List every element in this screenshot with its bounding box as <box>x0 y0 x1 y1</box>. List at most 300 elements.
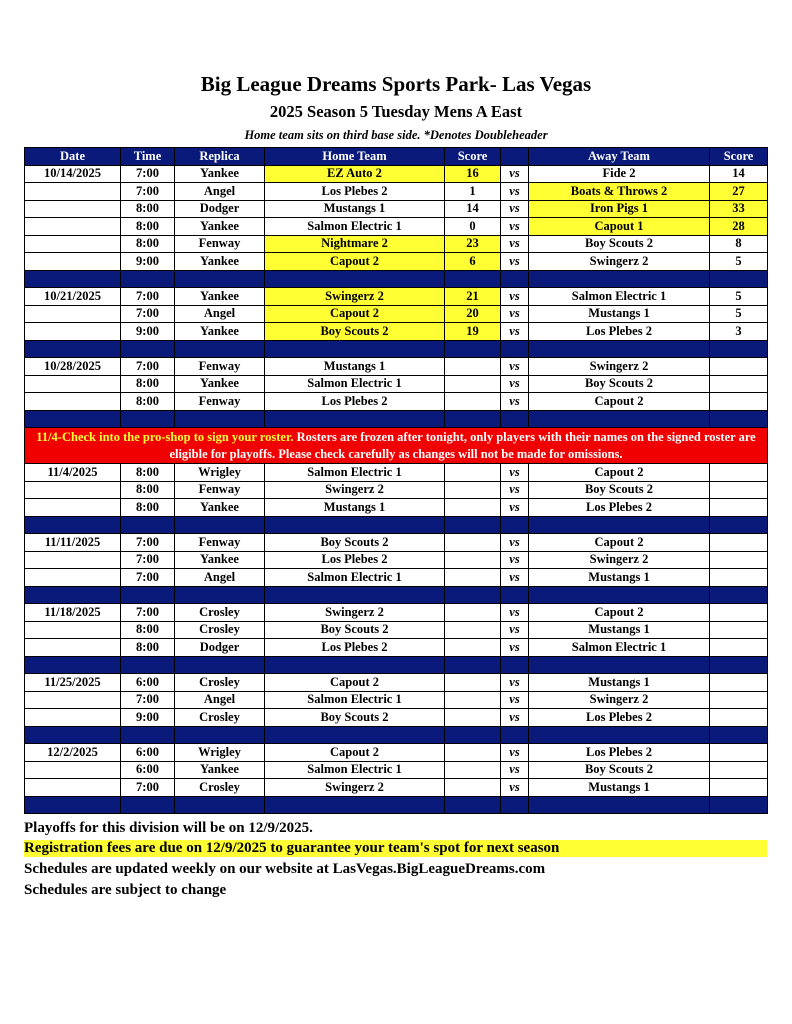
away-score: 5 <box>710 305 768 323</box>
game-date <box>25 305 121 323</box>
game-time: 8:00 <box>121 393 175 411</box>
home-score <box>445 534 501 552</box>
game-date <box>25 218 121 236</box>
away-team: Fide 2 <box>529 165 710 183</box>
separator-cell <box>501 796 529 814</box>
home-score: 20 <box>445 305 501 323</box>
separator-cell <box>25 340 121 358</box>
game-row <box>25 691 768 709</box>
vs-label: vs <box>501 464 529 482</box>
separator-cell <box>710 656 768 674</box>
home-score <box>445 499 501 517</box>
away-score <box>710 744 768 762</box>
game-replica: Crosley <box>175 674 265 692</box>
game-date <box>25 709 121 727</box>
separator-cell <box>25 270 121 288</box>
separator-cell <box>121 340 175 358</box>
game-row <box>25 481 768 499</box>
game-row <box>25 253 768 271</box>
game-time: 7:00 <box>121 358 175 376</box>
vs-label: vs <box>501 499 529 517</box>
header-away-score: Score <box>710 148 768 166</box>
separator-cell <box>710 410 768 428</box>
away-team: Capout 2 <box>529 464 710 482</box>
home-team: Swingerz 2 <box>265 604 445 622</box>
away-team: Mustangs 1 <box>529 779 710 797</box>
vs-label: vs <box>501 621 529 639</box>
game-time: 7:00 <box>121 165 175 183</box>
separator-cell <box>529 586 710 604</box>
away-score <box>710 779 768 797</box>
week-separator <box>25 270 768 288</box>
separator-cell <box>501 656 529 674</box>
away-team: Mustangs 1 <box>529 621 710 639</box>
schedule-table <box>24 147 768 814</box>
game-date <box>25 375 121 393</box>
vs-label: vs <box>501 604 529 622</box>
home-team: Mustangs 1 <box>265 358 445 376</box>
separator-cell <box>121 796 175 814</box>
header-replica: Replica <box>175 148 265 166</box>
game-time: 7:00 <box>121 183 175 201</box>
vs-label: vs <box>501 761 529 779</box>
separator-cell <box>25 796 121 814</box>
away-team: Salmon Electric 1 <box>529 639 710 657</box>
home-team: Salmon Electric 1 <box>265 569 445 587</box>
game-replica: Wrigley <box>175 744 265 762</box>
home-score <box>445 621 501 639</box>
game-replica: Yankee <box>175 253 265 271</box>
separator-cell <box>265 656 445 674</box>
separator-cell <box>265 410 445 428</box>
game-date: 11/25/2025 <box>25 674 121 692</box>
away-score: 33 <box>710 200 768 218</box>
game-date <box>25 639 121 657</box>
vs-label: vs <box>501 288 529 306</box>
vs-label: vs <box>501 235 529 253</box>
game-replica: Crosley <box>175 621 265 639</box>
home-team: Boy Scouts 2 <box>265 534 445 552</box>
vs-label: vs <box>501 779 529 797</box>
week-separator <box>25 796 768 814</box>
separator-cell <box>175 796 265 814</box>
home-score <box>445 569 501 587</box>
game-date <box>25 481 121 499</box>
game-row <box>25 358 768 376</box>
away-team: Mustangs 1 <box>529 305 710 323</box>
away-team: Swingerz 2 <box>529 551 710 569</box>
separator-cell <box>445 726 501 744</box>
separator-cell <box>121 656 175 674</box>
separator-cell <box>121 270 175 288</box>
home-score <box>445 393 501 411</box>
away-score: 8 <box>710 235 768 253</box>
home-team: Salmon Electric 1 <box>265 761 445 779</box>
website-note: Schedules are updated weekly on our website at LasVegas.BigLeagueDreams.com <box>24 861 546 877</box>
game-row <box>25 499 768 517</box>
separator-cell <box>529 656 710 674</box>
away-team: Boy Scouts 2 <box>529 375 710 393</box>
separator-cell <box>175 726 265 744</box>
separator-cell <box>175 410 265 428</box>
home-score <box>445 691 501 709</box>
header-date: Date <box>25 148 121 166</box>
vs-label: vs <box>501 358 529 376</box>
away-team: Los Plebes 2 <box>529 744 710 762</box>
week-separator <box>25 656 768 674</box>
game-date: 10/21/2025 <box>25 288 121 306</box>
separator-cell <box>710 340 768 358</box>
game-row <box>25 200 768 218</box>
home-score <box>445 779 501 797</box>
game-replica: Dodger <box>175 200 265 218</box>
game-replica: Yankee <box>175 551 265 569</box>
game-row <box>25 393 768 411</box>
away-team: Swingerz 2 <box>529 358 710 376</box>
notice-text: Rosters are frozen after tonight, only players with their names on the signed roster are eligible for playoffs. Please check carefully as changes will not be made for omissions. <box>169 429 756 461</box>
game-replica: Yankee <box>175 375 265 393</box>
game-time: 8:00 <box>121 639 175 657</box>
game-date <box>25 779 121 797</box>
away-score <box>710 551 768 569</box>
game-date <box>25 551 121 569</box>
separator-cell <box>529 270 710 288</box>
away-score <box>710 481 768 499</box>
separator-cell <box>529 340 710 358</box>
home-team: Swingerz 2 <box>265 481 445 499</box>
away-team: Iron Pigs 1 <box>529 200 710 218</box>
game-row <box>25 551 768 569</box>
separator-cell <box>529 410 710 428</box>
game-row <box>25 323 768 341</box>
game-replica: Fenway <box>175 534 265 552</box>
away-team: Swingerz 2 <box>529 691 710 709</box>
home-team: Salmon Electric 1 <box>265 691 445 709</box>
away-team: Capout 2 <box>529 393 710 411</box>
game-row <box>25 218 768 236</box>
vs-label: vs <box>501 481 529 499</box>
header-row <box>25 148 768 166</box>
vs-label: vs <box>501 674 529 692</box>
home-score <box>445 464 501 482</box>
game-row <box>25 569 768 587</box>
separator-cell <box>175 516 265 534</box>
home-score: 0 <box>445 218 501 236</box>
game-replica: Yankee <box>175 165 265 183</box>
separator-cell <box>265 270 445 288</box>
separator-cell <box>121 726 175 744</box>
separator-cell <box>265 726 445 744</box>
separator-cell <box>25 516 121 534</box>
separator-cell <box>25 726 121 744</box>
game-date: 10/14/2025 <box>25 165 121 183</box>
home-team: Capout 2 <box>265 674 445 692</box>
separator-cell <box>710 796 768 814</box>
separator-cell <box>175 340 265 358</box>
separator-cell <box>710 516 768 534</box>
home-team: Boy Scouts 2 <box>265 709 445 727</box>
separator-cell <box>501 270 529 288</box>
away-team: Capout 2 <box>529 534 710 552</box>
home-score: 21 <box>445 288 501 306</box>
game-row <box>25 709 768 727</box>
away-team: Boy Scouts 2 <box>529 481 710 499</box>
home-team: Mustangs 1 <box>265 499 445 517</box>
game-row <box>25 534 768 552</box>
game-replica: Angel <box>175 183 265 201</box>
home-score <box>445 744 501 762</box>
game-replica: Yankee <box>175 761 265 779</box>
game-replica: Angel <box>175 691 265 709</box>
away-team: Los Plebes 2 <box>529 709 710 727</box>
game-time: 8:00 <box>121 235 175 253</box>
away-score: 14 <box>710 165 768 183</box>
week-separator <box>25 516 768 534</box>
separator-cell <box>529 796 710 814</box>
separator-cell <box>445 270 501 288</box>
separator-cell <box>710 726 768 744</box>
game-time: 8:00 <box>121 464 175 482</box>
game-date: 11/11/2025 <box>25 534 121 552</box>
vs-label: vs <box>501 534 529 552</box>
separator-cell <box>501 516 529 534</box>
separator-cell <box>265 796 445 814</box>
game-time: 9:00 <box>121 709 175 727</box>
subject-note: Schedules are subject to change <box>24 882 227 898</box>
game-row <box>25 744 768 762</box>
home-team: Swingerz 2 <box>265 779 445 797</box>
game-date <box>25 691 121 709</box>
week-separator <box>25 586 768 604</box>
home-team: Salmon Electric 1 <box>265 464 445 482</box>
game-date <box>25 200 121 218</box>
home-score: 19 <box>445 323 501 341</box>
away-score <box>710 358 768 376</box>
game-time: 8:00 <box>121 200 175 218</box>
separator-cell <box>529 726 710 744</box>
away-score: 3 <box>710 323 768 341</box>
home-score <box>445 481 501 499</box>
home-team: Capout 2 <box>265 744 445 762</box>
home-team: Boy Scouts 2 <box>265 323 445 341</box>
home-score: 1 <box>445 183 501 201</box>
away-score: 28 <box>710 218 768 236</box>
home-score: 16 <box>445 165 501 183</box>
away-team: Boy Scouts 2 <box>529 761 710 779</box>
vs-label: vs <box>501 691 529 709</box>
game-time: 8:00 <box>121 621 175 639</box>
away-score: 27 <box>710 183 768 201</box>
away-score <box>710 709 768 727</box>
away-score <box>710 621 768 639</box>
separator-cell <box>121 410 175 428</box>
game-date <box>25 235 121 253</box>
game-time: 7:00 <box>121 551 175 569</box>
separator-cell <box>501 340 529 358</box>
vs-label: vs <box>501 165 529 183</box>
home-score: 23 <box>445 235 501 253</box>
game-replica: Fenway <box>175 358 265 376</box>
game-time: 8:00 <box>121 481 175 499</box>
away-score <box>710 499 768 517</box>
game-row <box>25 305 768 323</box>
roster-notice <box>25 428 768 464</box>
away-score: 5 <box>710 253 768 271</box>
game-row <box>25 639 768 657</box>
game-date: 11/18/2025 <box>25 604 121 622</box>
separator-cell <box>175 270 265 288</box>
game-time: 6:00 <box>121 744 175 762</box>
separator-cell <box>501 726 529 744</box>
game-time: 6:00 <box>121 674 175 692</box>
vs-label: vs <box>501 183 529 201</box>
separator-cell <box>25 656 121 674</box>
home-score <box>445 375 501 393</box>
away-team: Capout 1 <box>529 218 710 236</box>
game-time: 9:00 <box>121 323 175 341</box>
away-team: Boats & Throws 2 <box>529 183 710 201</box>
game-row <box>25 674 768 692</box>
separator-cell <box>445 586 501 604</box>
game-replica: Fenway <box>175 235 265 253</box>
game-row <box>25 761 768 779</box>
home-team: Capout 2 <box>265 305 445 323</box>
roster-notice-row <box>25 428 768 464</box>
vs-label: vs <box>501 569 529 587</box>
game-replica: Crosley <box>175 779 265 797</box>
vs-label: vs <box>501 253 529 271</box>
home-team: Salmon Electric 1 <box>265 375 445 393</box>
game-replica: Crosley <box>175 604 265 622</box>
seating-note: Home team sits on third base side. *Denotes Doubleheader <box>244 128 548 142</box>
home-score <box>445 761 501 779</box>
game-row <box>25 235 768 253</box>
away-team: Los Plebes 2 <box>529 323 710 341</box>
vs-label: vs <box>501 200 529 218</box>
separator-cell <box>501 410 529 428</box>
header-time: Time <box>121 148 175 166</box>
game-date <box>25 499 121 517</box>
away-score <box>710 639 768 657</box>
game-row <box>25 288 768 306</box>
season-subtitle: 2025 Season 5 Tuesday Mens A East <box>269 102 523 121</box>
separator-cell <box>25 586 121 604</box>
away-team: Mustangs 1 <box>529 674 710 692</box>
separator-cell <box>445 340 501 358</box>
game-date <box>25 183 121 201</box>
game-replica: Angel <box>175 569 265 587</box>
game-replica: Angel <box>175 305 265 323</box>
game-date: 12/2/2025 <box>25 744 121 762</box>
playoffs-note: Playoffs for this division will be on 12/9/2025. <box>24 820 313 836</box>
game-time: 7:00 <box>121 691 175 709</box>
week-separator <box>25 340 768 358</box>
game-date <box>25 393 121 411</box>
away-score <box>710 691 768 709</box>
home-score <box>445 551 501 569</box>
game-time: 6:00 <box>121 761 175 779</box>
separator-cell <box>445 516 501 534</box>
game-time: 7:00 <box>121 305 175 323</box>
away-score <box>710 604 768 622</box>
game-date: 11/4/2025 <box>25 464 121 482</box>
game-time: 8:00 <box>121 218 175 236</box>
home-score: 14 <box>445 200 501 218</box>
away-score <box>710 464 768 482</box>
game-replica: Yankee <box>175 499 265 517</box>
home-team: Capout 2 <box>265 253 445 271</box>
game-date <box>25 761 121 779</box>
away-score <box>710 761 768 779</box>
separator-cell <box>710 586 768 604</box>
vs-label: vs <box>501 393 529 411</box>
away-score <box>710 674 768 692</box>
home-score <box>445 604 501 622</box>
game-date <box>25 323 121 341</box>
game-time: 8:00 <box>121 499 175 517</box>
game-row <box>25 464 768 482</box>
separator-cell <box>265 340 445 358</box>
home-team: Salmon Electric 1 <box>265 218 445 236</box>
away-score <box>710 375 768 393</box>
game-time: 8:00 <box>121 375 175 393</box>
game-replica: Yankee <box>175 218 265 236</box>
separator-cell <box>529 516 710 534</box>
game-date <box>25 621 121 639</box>
home-team: EZ Auto 2 <box>265 165 445 183</box>
game-row <box>25 183 768 201</box>
separator-cell <box>121 516 175 534</box>
vs-label: vs <box>501 551 529 569</box>
game-time: 7:00 <box>121 288 175 306</box>
home-team: Los Plebes 2 <box>265 183 445 201</box>
home-team: Nightmare 2 <box>265 235 445 253</box>
separator-cell <box>265 516 445 534</box>
schedule-body <box>25 165 768 814</box>
game-replica: Fenway <box>175 481 265 499</box>
game-time: 7:00 <box>121 779 175 797</box>
game-row <box>25 375 768 393</box>
game-replica: Crosley <box>175 709 265 727</box>
vs-label: vs <box>501 639 529 657</box>
vs-label: vs <box>501 218 529 236</box>
separator-cell <box>25 410 121 428</box>
away-score: 5 <box>710 288 768 306</box>
game-date <box>25 253 121 271</box>
game-replica: Wrigley <box>175 464 265 482</box>
registration-note: Registration fees are due on 12/9/2025 to guarantee your team's spot for next season <box>24 840 767 857</box>
separator-cell <box>121 586 175 604</box>
separator-cell <box>175 586 265 604</box>
away-score <box>710 393 768 411</box>
away-team: Swingerz 2 <box>529 253 710 271</box>
separator-cell <box>445 656 501 674</box>
home-score <box>445 358 501 376</box>
home-team: Boy Scouts 2 <box>265 621 445 639</box>
game-time: 7:00 <box>121 604 175 622</box>
vs-label: vs <box>501 709 529 727</box>
home-team: Los Plebes 2 <box>265 393 445 411</box>
home-score <box>445 639 501 657</box>
game-row <box>25 165 768 183</box>
home-team: Los Plebes 2 <box>265 551 445 569</box>
week-separator <box>25 410 768 428</box>
home-team: Swingerz 2 <box>265 288 445 306</box>
notice-date: 11/4- <box>36 429 62 444</box>
home-score <box>445 674 501 692</box>
away-score <box>710 569 768 587</box>
game-replica: Fenway <box>175 393 265 411</box>
